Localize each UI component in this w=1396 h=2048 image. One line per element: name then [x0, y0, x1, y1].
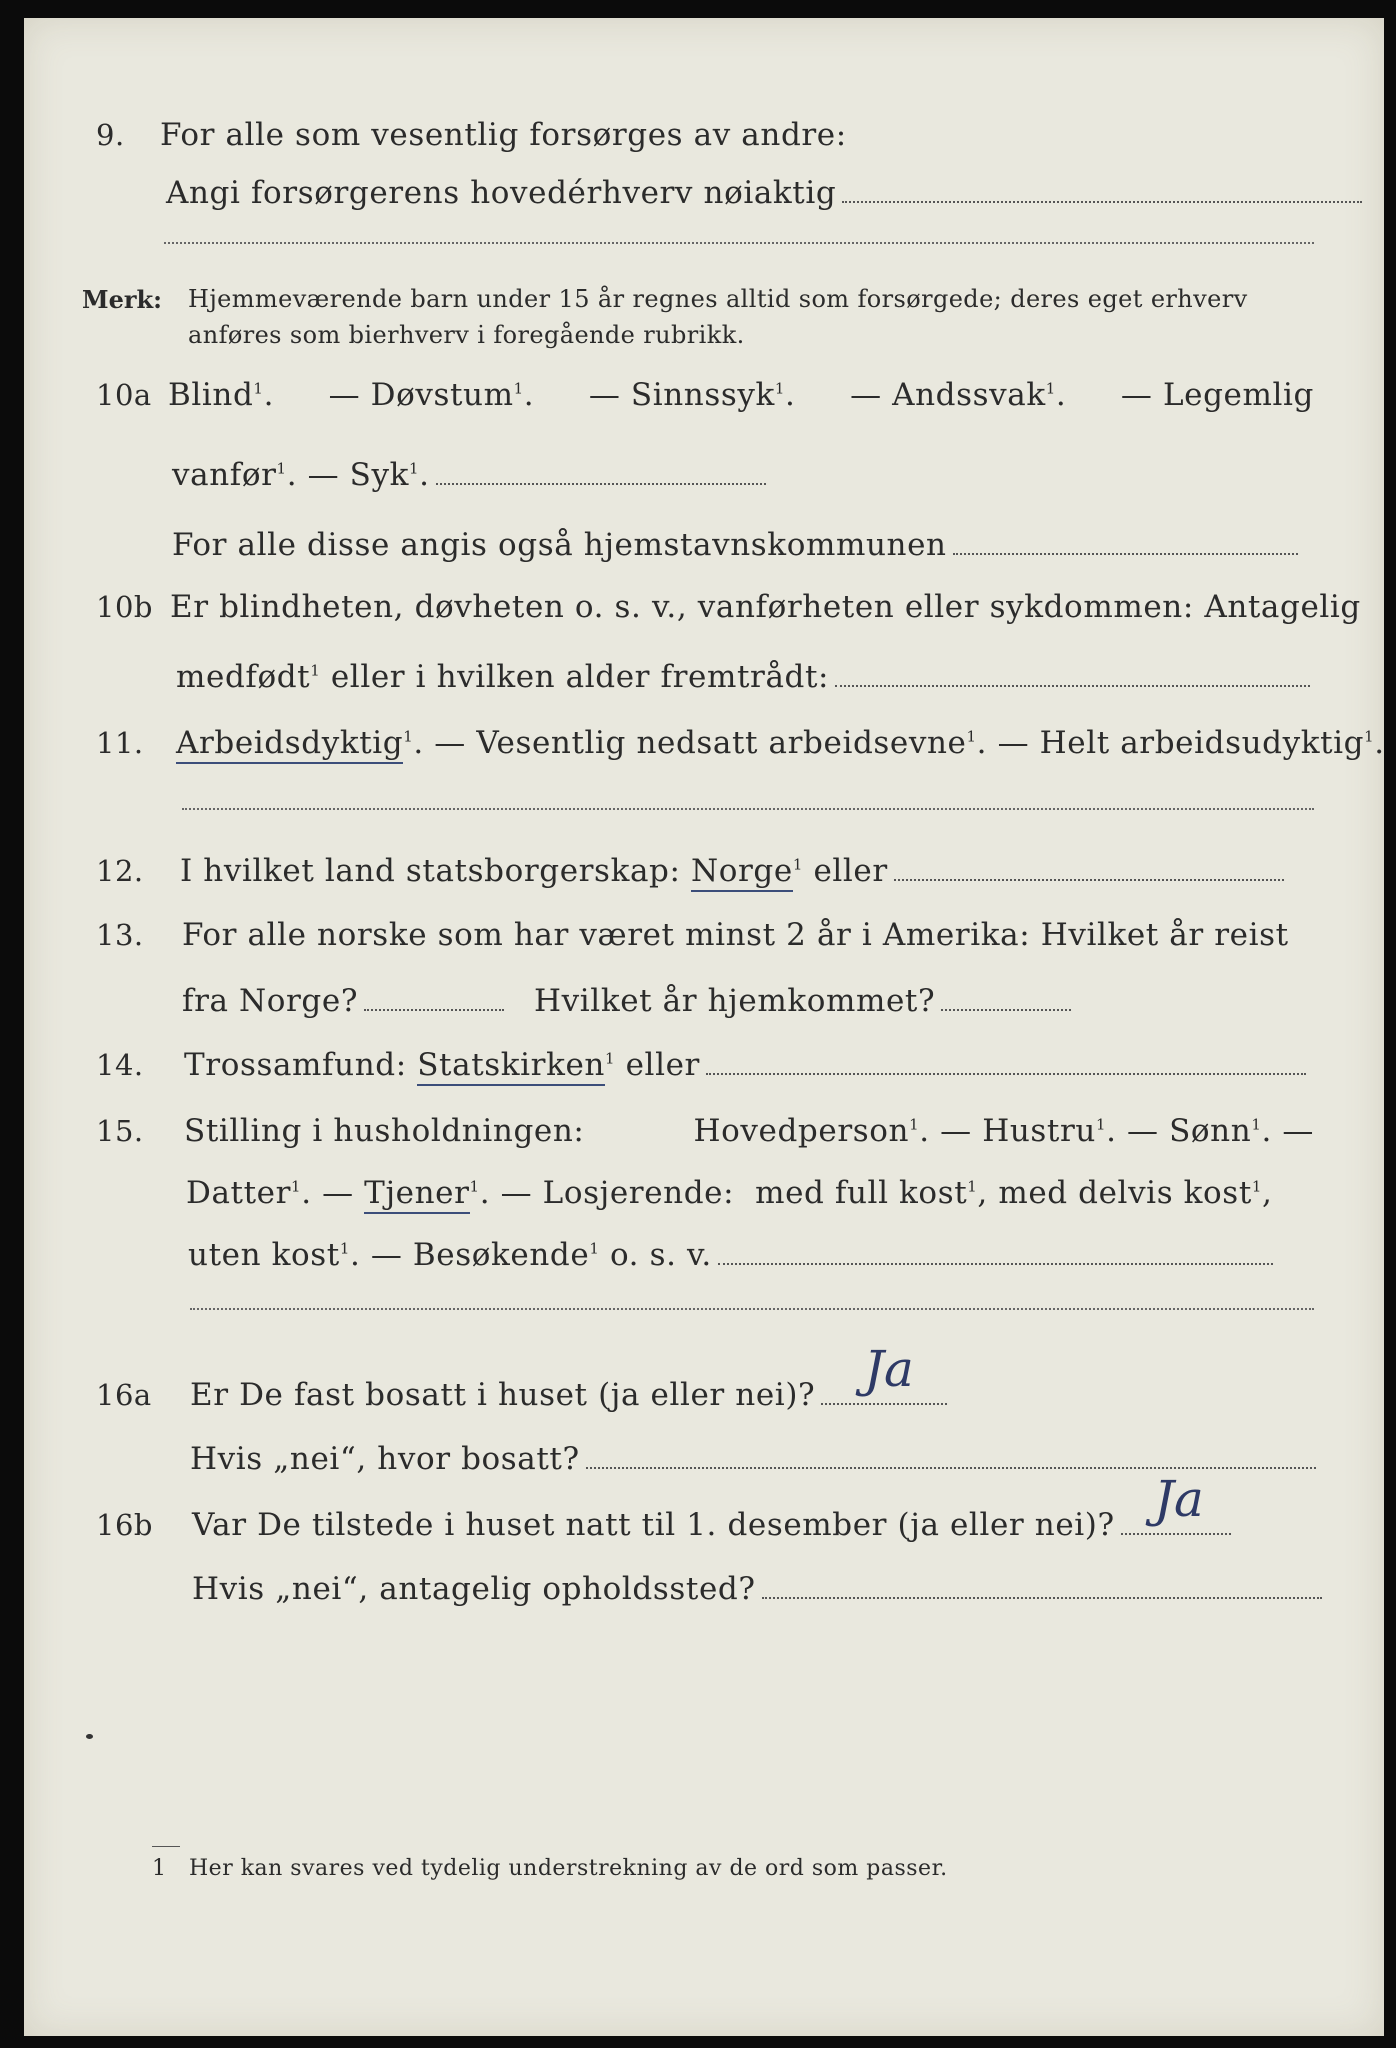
answer-line-q15[interactable]	[190, 1308, 1314, 1310]
option-sinnssyk[interactable]: — Sinnssyk	[588, 377, 775, 413]
option-nedsatt[interactable]: . — Vesentlig nedsatt arbeidsevne	[413, 725, 967, 761]
q15-row2: Datter$^1$. — Tjener$^1$. — Losjerende: med full kost$^1$, med delvis kost$^1$,	[24, 1168, 1384, 1218]
answer-line[interactable]	[706, 1073, 1306, 1075]
answer-line[interactable]	[436, 483, 766, 485]
answer-line[interactable]	[718, 1263, 1273, 1265]
handwritten-answer-16b[interactable]: Ja	[1154, 1470, 1204, 1528]
q12-number: 12.	[96, 854, 144, 888]
q10b-line2: eller i hvilken alder fremtrådt:	[330, 659, 830, 695]
option-legemlig[interactable]: — Legemlig	[1120, 377, 1314, 413]
answer-line[interactable]	[1121, 1533, 1231, 1535]
q9-row2	[24, 168, 1384, 218]
answer-line[interactable]	[835, 685, 1310, 687]
handwritten-answer-16a[interactable]: Ja	[864, 1340, 914, 1398]
answer-line[interactable]	[762, 1597, 1322, 1599]
option-sonn[interactable]: . — Sønn	[1106, 1113, 1252, 1149]
footnote	[152, 1856, 948, 1881]
q13-hjemkommet: Hvilket år hjemkommet?	[534, 983, 936, 1019]
option-vanfor[interactable]: vanfør	[172, 457, 277, 493]
q10a-row2: vanfør$^1$. — Syk$^1$.	[24, 450, 1384, 500]
q16a-number: 16a	[96, 1378, 152, 1412]
answer-line[interactable]	[842, 201, 1362, 203]
answer-line[interactable]	[941, 1009, 1071, 1011]
option-full-kost[interactable]: med full kost	[755, 1175, 968, 1211]
q16b-question: Var De tilstede i huset natt til 1. desember (ja eller nei)?	[192, 1507, 1115, 1543]
q13-row	[24, 910, 1384, 960]
q12-row: 12. I hvilket land statsborgerskap: Norge$^1$ eller	[24, 846, 1384, 896]
option-norge[interactable]: Norge	[691, 853, 793, 892]
q13-line1: For alle norske som har været minst 2 år i Amerika: Hvilket år reist	[182, 917, 1289, 953]
answer-line-q9[interactable]	[164, 242, 1314, 244]
q11-row: 11. Arbeidsdyktig$^1$. — Vesentlig nedsatt arbeidsevne$^1$. — Helt arbeidsudyktig$^1$.	[24, 718, 1384, 768]
q16b-number: 16b	[96, 1508, 153, 1542]
ink-speck	[86, 1734, 93, 1739]
footnote-text: Her kan svares ved tydelig understrekning av de ord som passer.	[188, 1856, 948, 1881]
answer-line[interactable]	[586, 1467, 1316, 1469]
option-losjerende[interactable]: . — Losjerende:	[479, 1175, 735, 1211]
option-andssvak[interactable]: — Andssvak	[850, 377, 1046, 413]
q9-number: 9.	[96, 118, 125, 152]
q15-label: Stilling i husholdningen:	[184, 1113, 585, 1149]
q9-line1: For alle som vesentlig forsørges av andre:	[160, 117, 847, 153]
option-uten-kost[interactable]: uten kost	[188, 1237, 340, 1273]
q13-number: 13.	[96, 918, 144, 952]
q15-row3: uten kost$^1$. — Besøkende$^1$ o. s. v.	[24, 1230, 1384, 1280]
q10b-number: 10b	[96, 590, 153, 624]
q15-number: 15.	[96, 1114, 144, 1148]
q10b-row2: medfødt$^1$ eller i hvilken alder fremtrådt:	[24, 652, 1384, 702]
q14-row: 14. Trossamfund: Statskirken$^1$ eller	[24, 1040, 1384, 1090]
q14-label: Trossamfund:	[184, 1047, 407, 1083]
answer-line-q11[interactable]	[182, 808, 1314, 810]
footnote-mark: 1	[152, 1856, 167, 1881]
option-tjener[interactable]: Tjener	[364, 1175, 469, 1214]
option-medfodt[interactable]: medfødt	[176, 659, 311, 695]
merk-line2: anføres som bierhverv i foregående rubrikk.	[188, 321, 745, 349]
option-datter[interactable]: Datter	[186, 1175, 292, 1211]
answer-line[interactable]	[953, 553, 1298, 555]
option-delvis-kost[interactable]: , med delvis kost	[977, 1175, 1252, 1211]
q13-row2	[24, 976, 1384, 1026]
q9-row	[24, 110, 1384, 160]
option-besokende[interactable]: . — Besøkende	[349, 1237, 590, 1273]
census-form-page	[24, 18, 1384, 2036]
answer-line[interactable]	[821, 1403, 947, 1405]
q11-number: 11.	[96, 726, 144, 760]
q12-label: I hvilket land statsborgerskap:	[180, 853, 681, 889]
q16a-question: Er De fast bosatt i huset (ja eller nei)?	[190, 1377, 816, 1413]
option-hustru[interactable]: . — Hustru	[919, 1113, 1096, 1149]
q16a-followup: Hvis „nei“, hvor bosatt?	[190, 1441, 580, 1477]
q10b-line1: Er blindheten, døvheten o. s. v., vanførheten eller sykdommen: Antagelig	[170, 589, 1361, 625]
option-arbeidsdyktig[interactable]: Arbeidsdyktig	[176, 725, 403, 764]
option-dovstum[interactable]: — Døvstum	[328, 377, 514, 413]
q13-reist: fra Norge?	[182, 983, 359, 1019]
option-syk[interactable]: — Syk	[307, 457, 409, 493]
answer-line[interactable]	[894, 879, 1284, 881]
option-hovedperson[interactable]: Hovedperson	[693, 1113, 910, 1149]
q10b-row	[24, 582, 1384, 632]
q10a-number: 10a	[96, 378, 152, 412]
footnote-rule	[152, 1846, 180, 1847]
q9-line2: Angi forsørgerens hovedérhverv nøiaktig	[166, 175, 837, 211]
merk-line1: Hjemmeværende barn under 15 år regnes alltid som forsørgede; deres eget erhverv	[188, 285, 1248, 313]
q14-number: 14.	[96, 1048, 144, 1082]
option-statskirken[interactable]: Statskirken	[417, 1047, 605, 1086]
q16a-row	[24, 1370, 1384, 1420]
q10a-row: 10a Blind$^1$. — Døvstum$^1$. — Sinnssyk$^1$. — Andssvak$^1$. — Legemlig	[24, 370, 1384, 420]
option-udyktig[interactable]: . — Helt arbeidsudyktig	[976, 725, 1365, 761]
q15-row: 15. Stilling i husholdningen: Hovedperson$^1$. — Hustru$^1$. — Sønn$^1$. —	[24, 1106, 1384, 1156]
q10a-row3	[24, 520, 1384, 570]
q10a-line3: For alle disse angis også hjemstavnskommunen	[172, 527, 947, 563]
option-blind[interactable]: Blind	[168, 377, 254, 413]
answer-line[interactable]	[364, 1009, 504, 1011]
q16b-row2	[24, 1564, 1384, 1614]
merk-label: Merk:	[82, 285, 162, 314]
q16b-followup: Hvis „nei“, antagelig opholdssted?	[192, 1571, 756, 1607]
